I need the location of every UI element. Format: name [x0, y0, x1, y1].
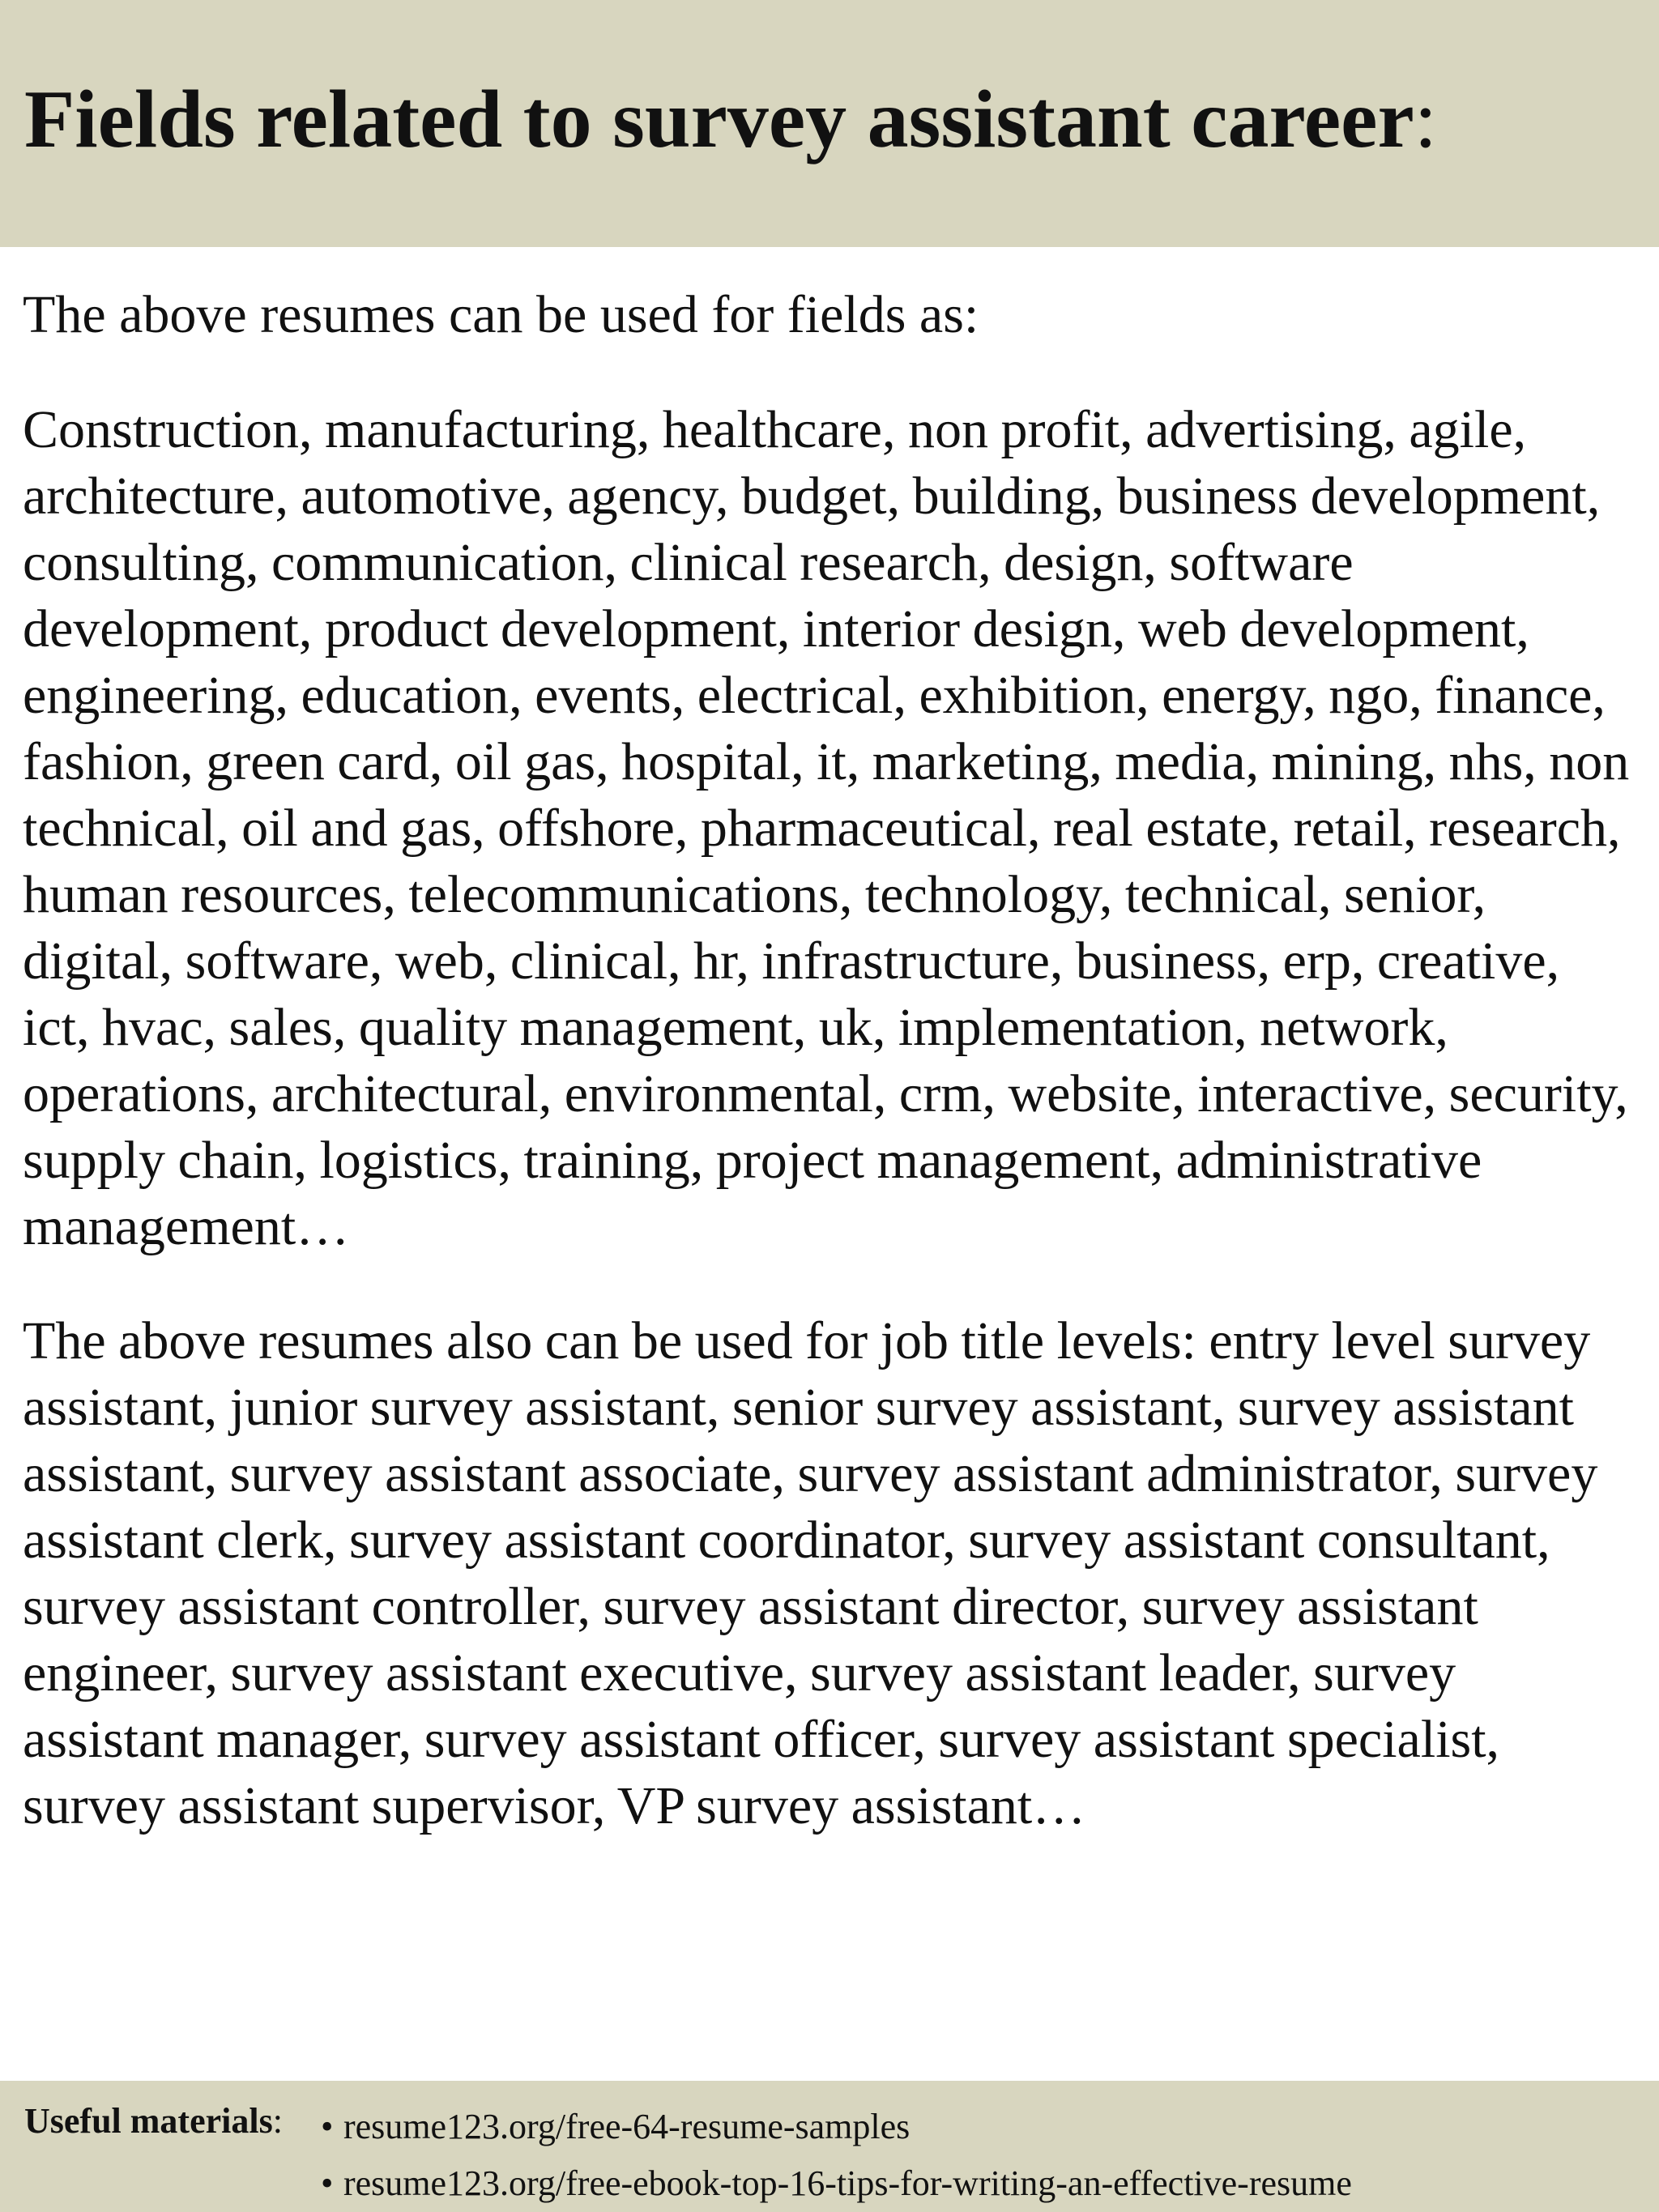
useful-materials-footer — [0, 2081, 1659, 2212]
resume-tips-ebook-link[interactable]: resume123.org/free-ebook-top-16-tips-for-writing-an-effective-resume — [343, 2163, 1352, 2203]
job-title-levels-paragraph: The above resumes also can be used for job title levels: entry level survey assistant, junior survey assistant, senior survey assistant, survey assistant assistant, survey assistant associate, survey assistant administrator, survey assistant clerk, survey assistant coordinator, survey assistant consultant, survey assistant controller, survey assistant director, survey assistant engineer, survey assistant executive, survey assistant leader, survey assistant manager, survey assistant officer, survey assistant specialist, survey assistant supervisor, VP survey assistant… — [23, 1311, 1598, 1835]
page-title — [24, 75, 1437, 165]
useful-materials-heading — [24, 2099, 283, 2144]
resume-samples-link[interactable]: resume123.org/free-64-resume-samples — [343, 2107, 911, 2146]
page-title-text: Fields related to survey assistant career — [24, 74, 1414, 165]
page-title-colon: : — [1414, 74, 1438, 165]
material-list-item — [321, 2155, 1352, 2212]
useful-materials-label: Useful materials — [24, 2101, 273, 2141]
fields-intro: The above resumes can be used for fields as: — [23, 285, 979, 344]
bullet-icon: • — [321, 2163, 334, 2203]
title-banner — [0, 0, 1659, 247]
bullet-icon: • — [321, 2107, 334, 2146]
useful-materials-list — [321, 2099, 1352, 2212]
useful-materials-colon: : — [272, 2101, 283, 2141]
main-content — [23, 282, 1635, 1839]
material-list-item — [321, 2099, 1352, 2155]
fields-list-paragraph: Construction, manufacturing, healthcare, non profit, advertising, agile, architecture, automotive, agency, budget, building, business development, consulting, communication, clinical research, design, software development, product development, interior design, web development, engineering, education, events, electrical, exhibition, energy, ngo, finance, fashion, green card, oil gas, hospital, it, marketing, media, mining, nhs, non technical, oil and gas, offshore, pharmaceutical, real estate, retail, research, human resources, telecommunications, technology, technical, senior, digital, software, web, clinical, hr, infrastructure, business, erp, creative, ict, hvac, sales, quality management, uk, implementation, network, operations, architectural, environmental, crm, website, interactive, security, supply chain, logistics, training, project management, administrative management… — [23, 400, 1630, 1256]
